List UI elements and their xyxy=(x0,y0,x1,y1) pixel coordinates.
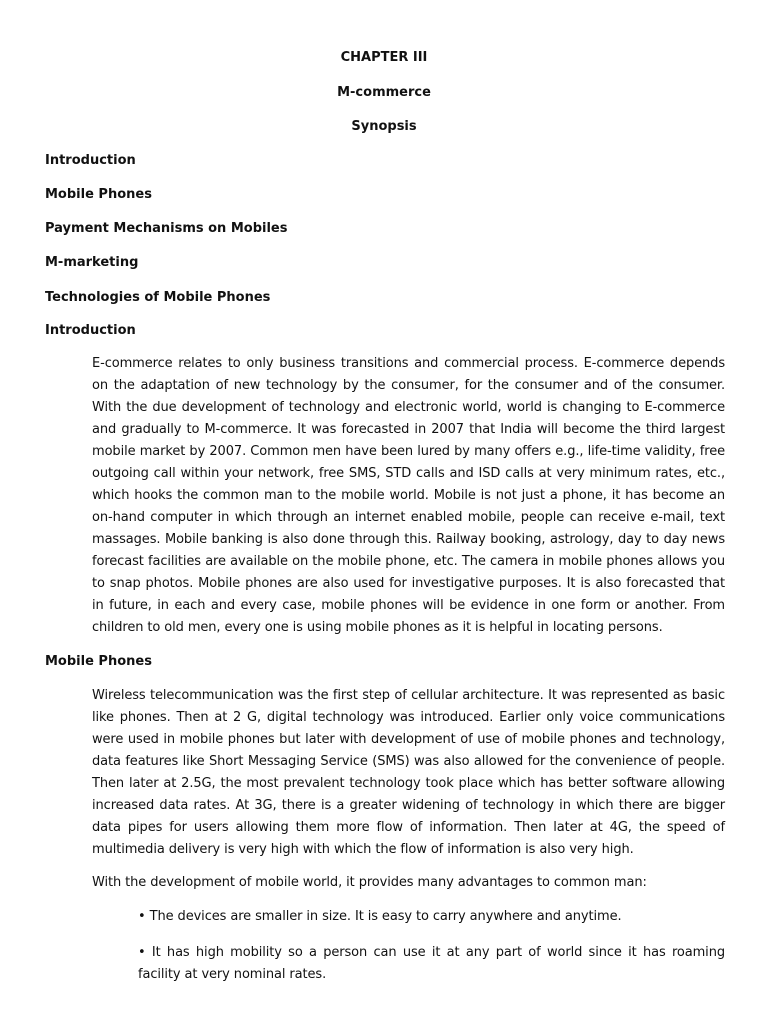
synopsis-item-m-marketing: M-marketing xyxy=(45,255,139,270)
mobile-phones-paragraph: Wireless telecommunication was the first step of cellular architecture. It was represented as basic like phones. Then at 2 G, digital technology was introduced. Earlier only voice communications were used in mobile phones but later with development of use of mobile phones and technology, data features like Short Messaging Service (SMS) was also allowed for the convenience of people. Then later at 2.5G, the most prevalent technology took place which has better software allowing increased data rates. At 3G, there is a greater widening of technology in which there are bigger data pipes for users allowing them more flow of information. Then later at 4G, the speed of multimedia delivery is very high with which the flow of information is also very high. xyxy=(92,688,725,857)
bullet-text: It has high mobility so a person can use it at any part of world since it has roaming facility at very nominal rates. xyxy=(138,945,725,982)
introduction-paragraph: E-commerce relates to only business transitions and commercial process. E-commerce depends on the adaptation of new technology by the consumer, for the consumer and of the consumer. With the due development of technology and electronic world, world is changing to E-commerce and gradually to M-commerce. It was forecasted in 2007 that India will become the third largest mobile market by 2007. Common men have been lured by many offers e.g., life-time validity, free outgoing call within your network, free SMS, STD calls and ISD calls at very minimum rates, etc., which hooks the common man to the mobile world. Mobile is not just a phone, it has become an on-hand computer in which through an internet enabled mobile, people can receive e-mail, text massages. Mobile banking is also done through this. Railway booking, astrology, day to day news forecast facilities are available on the mobile phone, etc. The camera in mobile phones allows you to snap photos. Mobile phones are also used for investigative purposes. It is also forecasted that in future, in each and every case, mobile phones will be evidence in one form or another. From children to old men, every one is using mobile phones as it is helpful in locating persons. xyxy=(92,356,725,635)
chapter-number: CHAPTER III xyxy=(340,50,428,65)
bullet-item xyxy=(138,906,725,928)
advantages-intro-paragraph: With the development of mobile world, it provides many advantages to common man: xyxy=(92,875,647,890)
section-heading-mobile-phones: Mobile Phones xyxy=(45,654,152,669)
synopsis-item-mobile-phones: Mobile Phones xyxy=(45,187,152,202)
synopsis-label: Synopsis xyxy=(351,119,417,134)
bullet-item xyxy=(138,942,725,986)
synopsis-item-introduction: Introduction xyxy=(45,153,136,168)
bullet-symbol: • xyxy=(138,945,146,960)
chapter-title: M-commerce xyxy=(337,85,431,100)
section-heading-introduction: Introduction xyxy=(45,323,136,338)
synopsis-item-technologies: Technologies of Mobile Phones xyxy=(45,290,271,305)
bullet-text: The devices are smaller in size. It is easy to carry anywhere and anytime. xyxy=(149,909,622,924)
bullet-symbol: • xyxy=(138,909,146,924)
synopsis-item-payment-mechanisms: Payment Mechanisms on Mobiles xyxy=(45,221,288,236)
